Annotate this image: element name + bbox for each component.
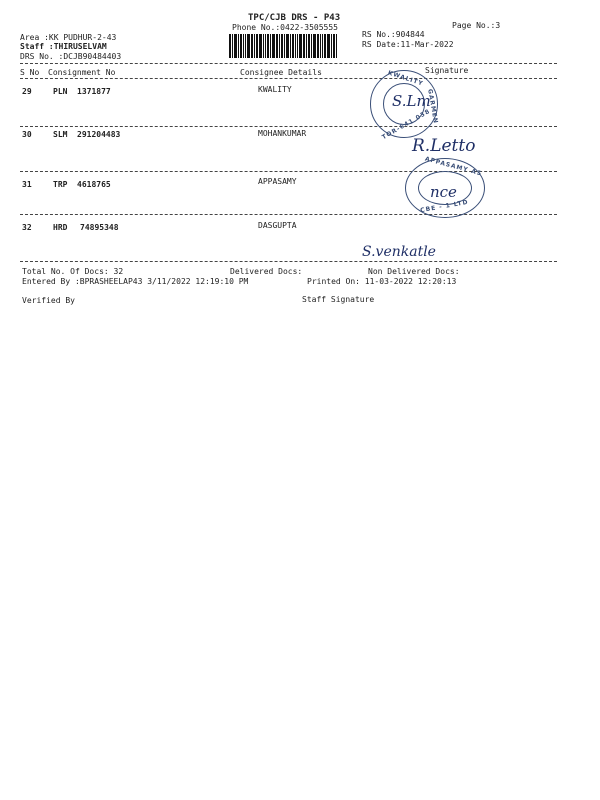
- row-prefix: TRP: [53, 180, 68, 189]
- signature-row-29: S.Lm: [392, 92, 431, 110]
- barcode: [229, 34, 355, 58]
- phone-number: Phone No.:0422-3505555: [232, 23, 338, 32]
- stamp-text: GARMEN: [426, 88, 440, 125]
- row-consignee: DASGUPTA: [258, 221, 297, 230]
- col-consignment: Consignment No: [48, 68, 116, 77]
- signature-row-32: S.venkatle: [362, 244, 436, 260]
- row-sno: 32: [22, 223, 32, 232]
- row-consignment: 1371877: [77, 87, 111, 96]
- row-consignment: 4618765: [77, 180, 111, 189]
- row-sno: 30: [22, 130, 32, 139]
- table-bottom-divider: [20, 261, 557, 262]
- area-label: Area :KK PUDHUR-2-43: [20, 33, 117, 42]
- total-docs: Total No. Of Docs: 32: [22, 267, 124, 276]
- rs-date: RS Date:11-Mar-2022: [362, 40, 454, 49]
- stamp-text: KWALITY: [386, 69, 425, 88]
- staff-label: Staff :THIRUSELVAM: [20, 42, 107, 51]
- delivered-docs: Delivered Docs:: [230, 267, 303, 276]
- row-divider: [20, 214, 557, 215]
- col-signature: Signature: [425, 66, 469, 75]
- row-sno: 31: [22, 180, 32, 189]
- non-delivered-docs: Non Delivered Docs:: [368, 267, 460, 276]
- staff-signature: Staff Signature: [302, 295, 375, 304]
- row-consignee: KWALITY: [258, 85, 292, 94]
- rs-number: RS No.:904844: [362, 30, 425, 39]
- col-consignee: Consignee Details: [240, 68, 322, 77]
- stamp-text: APPASAMY AS: [424, 155, 483, 178]
- header-divider: [20, 63, 557, 64]
- signature-row-30: R.Letto: [412, 136, 476, 156]
- signature-row-31: nce: [430, 183, 457, 201]
- drs-number: DRS No. :DCJB90484403: [20, 52, 122, 61]
- row-prefix: PLN: [53, 87, 68, 96]
- column-divider: [20, 78, 557, 79]
- col-sno: S No: [20, 68, 40, 77]
- page-number: Page No.:3: [452, 21, 501, 30]
- row-sno: 29: [22, 87, 32, 96]
- row-divider: [20, 126, 557, 127]
- stamp-text: CBE - 1 LTD: [419, 198, 470, 215]
- row-consignee: MOHANKUMAR: [258, 129, 307, 138]
- row-consignment: 74895348: [80, 223, 119, 232]
- row-consignment: 291204483: [77, 130, 121, 139]
- row-prefix: HRD: [53, 223, 68, 232]
- printed-on: Printed On: 11-03-2022 12:20:13: [307, 277, 457, 286]
- row-prefix: SLM: [53, 130, 68, 139]
- stamp-text: TOR-641 038: [380, 107, 432, 142]
- document-title: TPC/CJB DRS - P43: [248, 13, 341, 23]
- entered-by: Entered By :BPRASHEELAP43 3/11/2022 12:19:10 PM: [22, 277, 249, 286]
- row-consignee: APPASAMY: [258, 177, 297, 186]
- verified-by: Verified By: [22, 296, 75, 305]
